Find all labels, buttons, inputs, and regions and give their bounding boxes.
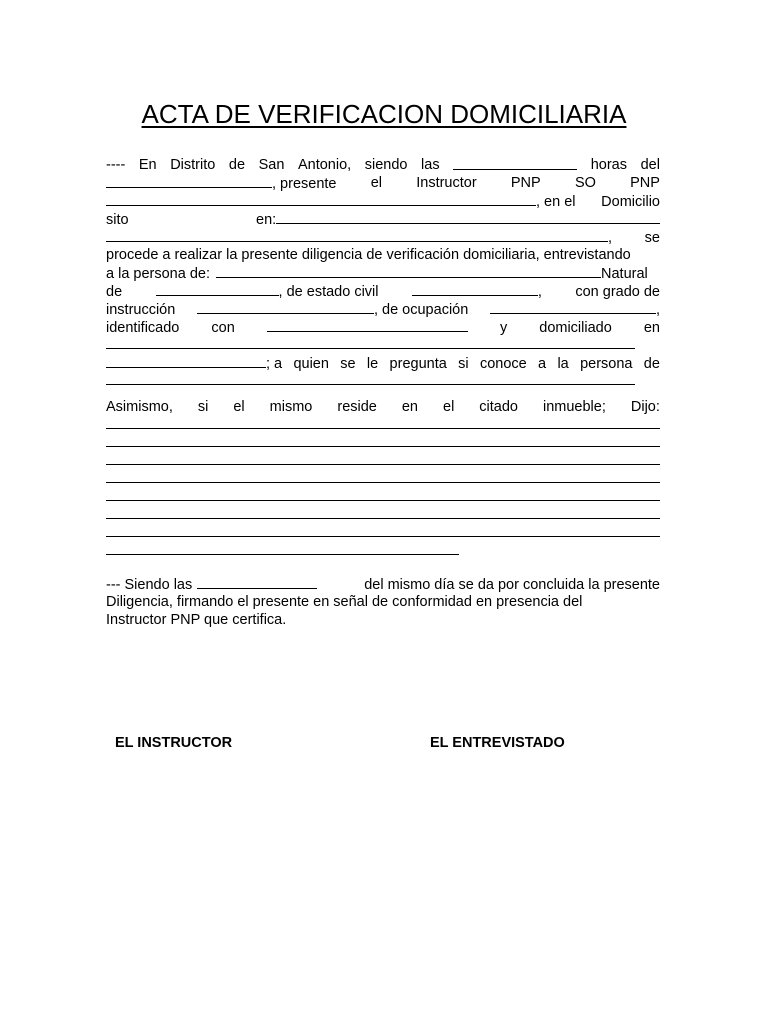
answer-line[interactable]: [106, 482, 660, 483]
text: pregunta: [389, 356, 447, 372]
text: de: [106, 284, 123, 300]
education-blank[interactable]: [197, 300, 374, 314]
text: reside: [337, 399, 377, 415]
text: PNP: [510, 175, 541, 191]
text: , de estado civil: [278, 284, 379, 300]
text: quien: [293, 356, 329, 372]
text: si: [197, 399, 209, 415]
closing-line-3: Instructor PNP que certifica.: [106, 612, 287, 628]
question-line: [106, 398, 660, 416]
residence-continued-blank[interactable]: [106, 354, 266, 368]
intro-line-7: [106, 264, 660, 282]
known-person-blank[interactable]: [106, 384, 635, 385]
instructor-rank-blank[interactable]: [106, 174, 272, 188]
text: PNP: [630, 175, 660, 191]
text: del mismo día se da por concluida la presente: [364, 577, 660, 593]
text: ,: [537, 284, 542, 300]
text: se: [644, 230, 660, 246]
birthplace-blank[interactable]: [156, 282, 279, 296]
text: a la persona de:: [106, 266, 210, 282]
text: domiciliado: [539, 320, 612, 336]
person-name-blank[interactable]: [216, 264, 601, 278]
intro-line-3: [106, 192, 660, 210]
text: sito: [106, 212, 129, 228]
text: el: [370, 175, 383, 191]
text: En: [138, 157, 157, 173]
text: con grado de: [575, 284, 660, 300]
text: Instructor: [416, 175, 477, 191]
text: en:: [256, 212, 277, 228]
text: Distrito: [170, 157, 216, 173]
closing-line-2: Diligencia, firmando el presente en señal de conformidad en presencia del: [106, 594, 583, 610]
text: de: [643, 356, 660, 372]
closing-hour-blank[interactable]: [197, 575, 317, 589]
signature-interviewee-label: EL ENTREVISTADO: [430, 735, 565, 751]
address-blank[interactable]: [276, 210, 660, 224]
intro-line-10: [106, 318, 660, 336]
text: ,: [608, 230, 613, 246]
text: del: [640, 157, 660, 173]
residence-blank[interactable]: [106, 348, 635, 349]
text: el: [233, 399, 245, 415]
text: las: [421, 157, 440, 173]
text: --- Siendo las: [106, 577, 193, 593]
intro-line-8: [106, 282, 660, 300]
text: ; a: [266, 356, 283, 372]
text: ,: [655, 302, 660, 318]
text: Domicilio: [601, 194, 660, 210]
text: instrucción: [106, 302, 176, 318]
text: mismo: [269, 399, 313, 415]
signature-instructor-label: EL INSTRUCTOR: [115, 735, 233, 751]
hour-blank[interactable]: [453, 156, 577, 170]
text: SO: [574, 175, 596, 191]
intro-line-12: [106, 354, 660, 372]
intro-line-2: [106, 174, 660, 192]
answer-line[interactable]: [106, 536, 660, 537]
occupation-blank[interactable]: [490, 300, 656, 314]
answer-line[interactable]: [106, 464, 660, 465]
text: , de ocupación: [373, 302, 469, 318]
text: el: [443, 399, 455, 415]
text: se: [340, 356, 356, 372]
id-document-blank[interactable]: [267, 318, 468, 332]
text: citado: [479, 399, 518, 415]
text: la: [557, 356, 569, 372]
civil-status-blank[interactable]: [412, 282, 538, 296]
answer-line[interactable]: [106, 518, 660, 519]
text: inmueble;: [543, 399, 606, 415]
answer-line[interactable]: [106, 428, 660, 429]
text: si: [458, 356, 469, 372]
instructor-name-blank[interactable]: [106, 192, 536, 206]
text: Dijo:: [630, 399, 660, 415]
intro-line-9: [106, 300, 660, 318]
answer-line[interactable]: [106, 446, 660, 447]
answer-line[interactable]: [106, 500, 660, 501]
closing-line-1: [106, 575, 660, 593]
intro-line-4: [106, 210, 660, 228]
document-title: ACTA DE VERIFICACION DOMICILIARIA: [141, 99, 627, 129]
text: siendo: [364, 157, 408, 173]
intro-line-5: [106, 228, 660, 246]
text: le: [366, 356, 379, 372]
text: , presente: [272, 176, 337, 192]
address-continued-blank[interactable]: [106, 228, 608, 242]
text: y: [499, 320, 508, 336]
text: horas: [590, 157, 627, 173]
intro-line-6: procede a realizar la presente diligencia de verificación domiciliaria, entrevistando: [106, 247, 631, 263]
text: Natural: [601, 266, 648, 282]
text: de: [228, 157, 246, 173]
text: , en el: [536, 194, 576, 210]
text: identificado: [106, 320, 180, 336]
intro-line-1: [106, 156, 660, 174]
text: conoce: [479, 356, 527, 372]
text: persona: [580, 356, 633, 372]
text: Asimismo,: [106, 399, 173, 415]
answer-line[interactable]: [106, 554, 459, 555]
text: en: [401, 399, 418, 415]
text: ----: [106, 157, 126, 173]
text: Antonio,: [297, 157, 352, 173]
text: a: [538, 356, 547, 372]
text: San: [258, 157, 285, 173]
text: con: [211, 320, 235, 336]
text: en: [643, 320, 660, 336]
